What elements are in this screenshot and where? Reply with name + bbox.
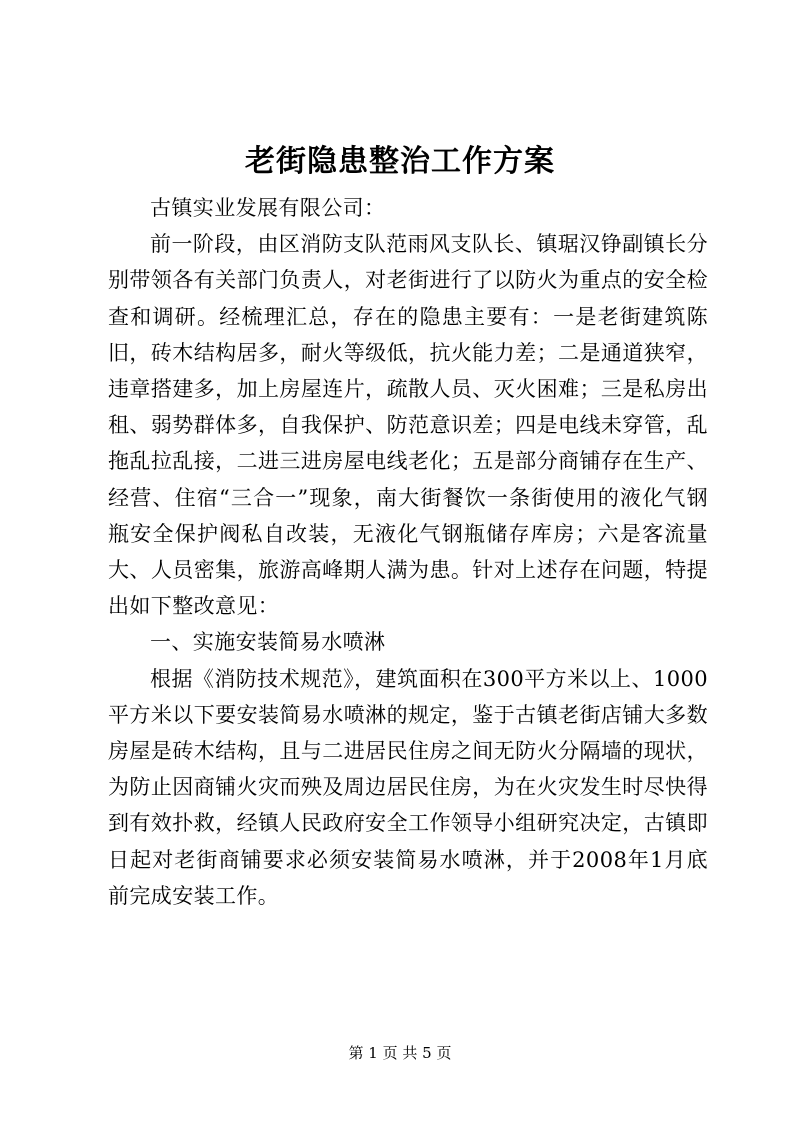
addressee-line: 古镇实业发展有限公司： xyxy=(150,196,386,220)
paragraph-intro: 前一阶段，由区消防支队范雨风支队长、镇琚汉铮副镇长分别带领各有关部门负责人，对老街进行了以防火为重点的安全检查和调研。经梳理汇总，存在的隐患主要有：一是老街建筑陈旧，砖木结构居多，耐火等级低，抗火能力差；二是通道狭窄，违章搭建多，加上房屋连片，疏散人员、灭火困难；三是私房出租、弱势群体多，自我保护、防范意识差；四是电线未穿管，乱拖乱拉乱接，二进三进房屋电线老化；五是部分商铺存在生产、经营、住宿“三合一”现象，南大街餐饮一条街使用的液化气钢瓶安全保护阀私自改装，无液化气钢瓶储存库房；六是客流量大、人员密集，旅游高峰期人满为患。针对上述存在问题，特提出如下整改意见： xyxy=(108,232,708,619)
section-heading: 一、实施安装简易水喷淋 xyxy=(150,630,386,655)
paragraph-sprinkler: 根据《消防技术规范》，建筑面积在300平方米以上、1000平方米以下要安装简易水喷淋的规定，鉴于古镇老街店铺大多数房屋是砖木结构，且与二进居民住房之间无防火分隔墙的现状，为防止因商铺火灾而殃及周边居民住房，为在火灾发生时尽快得到有效扑救，经镇人民政府安全工作领导小组研究决定，古镇即日起对老街商铺要求必须安装简易水喷淋，并于2008年1月底前完成安装工作。 xyxy=(108,666,708,908)
document-body xyxy=(108,190,708,914)
page-footer: 第 1 页 共 5 页 xyxy=(348,1044,452,1062)
document-title: 老街隐患整治工作方案 xyxy=(245,144,555,179)
